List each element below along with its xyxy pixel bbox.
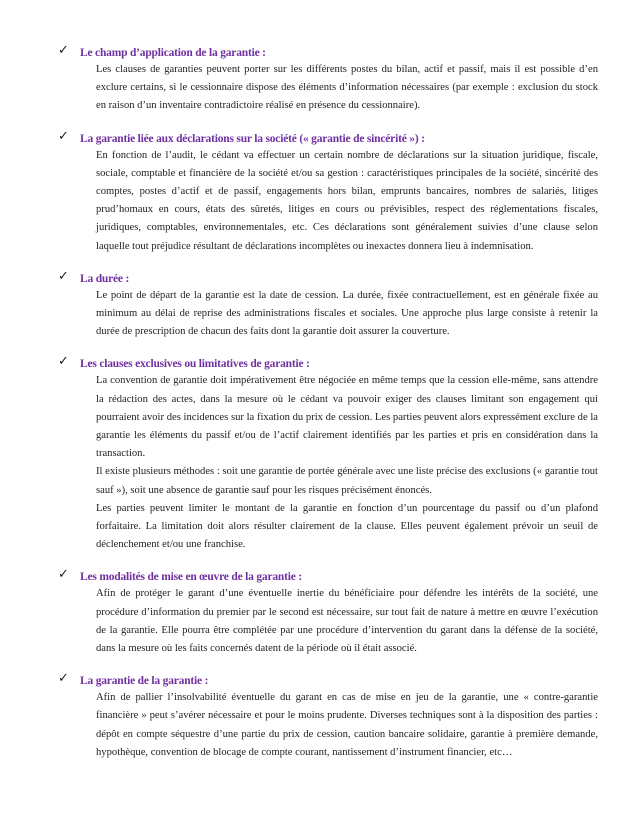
checkmark-icon: ✓ (58, 567, 69, 583)
section-heading-row (58, 269, 598, 287)
section-body (96, 147, 598, 256)
paragraph: Les parties peuvent limiter le montant de la garantie en fonction d’un pourcentage du passif ou d’un plafond forfaitaire. La limitation doit alors résulter clairement de la clause. Elles peuvent également prévoir un seuil de déclenchement et/ou une franchise. (96, 502, 598, 551)
section-champ-application (58, 43, 598, 116)
section-heading-row (58, 671, 598, 689)
section-body (96, 61, 598, 116)
section-heading: Les modalités de mise en œuvre de la garantie : (80, 571, 302, 584)
section-heading: Le champ d’application de la garantie : (80, 47, 266, 59)
section-heading-row (58, 567, 598, 585)
paragraph: Afin de pallier l’insolvabilité éventuelle du garant en cas de mise en jeu de la garantie, une « contre-garantie financière » peut s’avérer nécessaire et pour le moins prudente. Diverses techniques sont à la disposition des parties : dépôt en compte séquestre d’une partie du prix de cession, caution bancaire solidaire, garantie à première demande, hypothèque, convention de blocage de compte courant, nantissement d’instrument financier, etc… (96, 692, 598, 758)
section-body (96, 372, 598, 554)
section-heading-row (58, 354, 598, 372)
section-clauses-exclusives (58, 354, 598, 554)
paragraph: En fonction de l’audit, le cédant va effectuer un certain nombre de déclarations sur la situation juridique, fiscale, sociale, comptable et financière de la société et/ou sa gestion : caractéristiques principales de la société, sincérité des comptes, postes d’actif et de passif, engagements hors bilan, emprunts bancaires, nombres de salariés, litiges prud’homaux en cours, états des sûretés, litiges en cours ou prévisibles, respect des réglementations fiscales, juridiques, comptables, environnementales, etc. Ces déclarations sont généralement suivies d’une clause selon laquelle tout préjudice résultant de déclarations incomplètes ou inexactes donnera lieu à indemnisation. (96, 149, 598, 252)
section-heading: La durée : (80, 272, 130, 285)
section-heading-row (58, 43, 598, 61)
paragraph: La convention de garantie doit impérativement être négociée en même temps que la cession elle-même, sans attendre la rédaction des actes, dans la mesure où le cédant va pouvoir exiger des clauses limitant son engagement qui pourraient avoir des incidences sur la fixation du prix de cession. Les parties peuvent alors expressément exclure de la garantie les éléments du passif et/ou de l’actif clairement identifiés par les parties et pris en considération dans la transaction. (96, 375, 598, 460)
section-heading: Les clauses exclusives ou limitatives de garantie : (80, 358, 310, 371)
section-body (96, 689, 598, 762)
paragraph: Il existe plusieurs méthodes : soit une garantie de portée générale avec une liste précise des exclusions (« garantie tout sauf »), soit une absence de garantie sauf pour les risques précisément énoncés. (96, 466, 598, 496)
section-body (96, 287, 598, 342)
paragraph: Les clauses de garanties peuvent porter sur les différents postes du bilan, actif et passif, mais il est possible d’en exclure certains, si le cessionnaire dispose des éléments d’information nécessaires (par exemple : exclusion du stock en raison d’un inventaire contradictoire réalisé en présence du cessionnaire). (96, 64, 598, 112)
section-heading: La garantie liée aux déclarations sur la société (« garantie de sincérité ») : (80, 132, 425, 145)
checkmark-icon: ✓ (58, 43, 69, 58)
checkmark-icon: ✓ (58, 671, 69, 687)
section-heading-row (58, 129, 598, 147)
section-heading: La garantie de la garantie : (80, 675, 209, 688)
paragraph: Afin de protéger le garant d’une éventuelle inertie du bénéficiaire pour défendre les intérêts de la société, une procédure d’information du premier par le second est nécessaire, sur tout fait de nature à mettre en œuvre l’exécution de la garantie. Elle pourra être complétée par une procédure d’intervention du garant dans la défense de la société, dans la mesure où les faits concernés datent de la période où il était associé. (96, 588, 598, 655)
checkmark-icon: ✓ (58, 128, 69, 144)
checkmark-icon: ✓ (58, 268, 69, 284)
section-garantie-sincerite (58, 128, 598, 256)
checkmark-icon: ✓ (58, 354, 69, 370)
section-modalites (58, 567, 598, 658)
section-body (96, 585, 598, 658)
section-garantie-garantie (58, 671, 598, 762)
section-duree (58, 268, 598, 342)
paragraph: Le point de départ de la garantie est la date de cession. La durée, fixée contractuellement, est en générale fixée au minimum au délai de reprise des administrations fiscales et sociales. Une approche plus large consiste à retenir la durée de prescription de chacun des faits dont la garantie doit assurer la couverture. (96, 289, 598, 338)
